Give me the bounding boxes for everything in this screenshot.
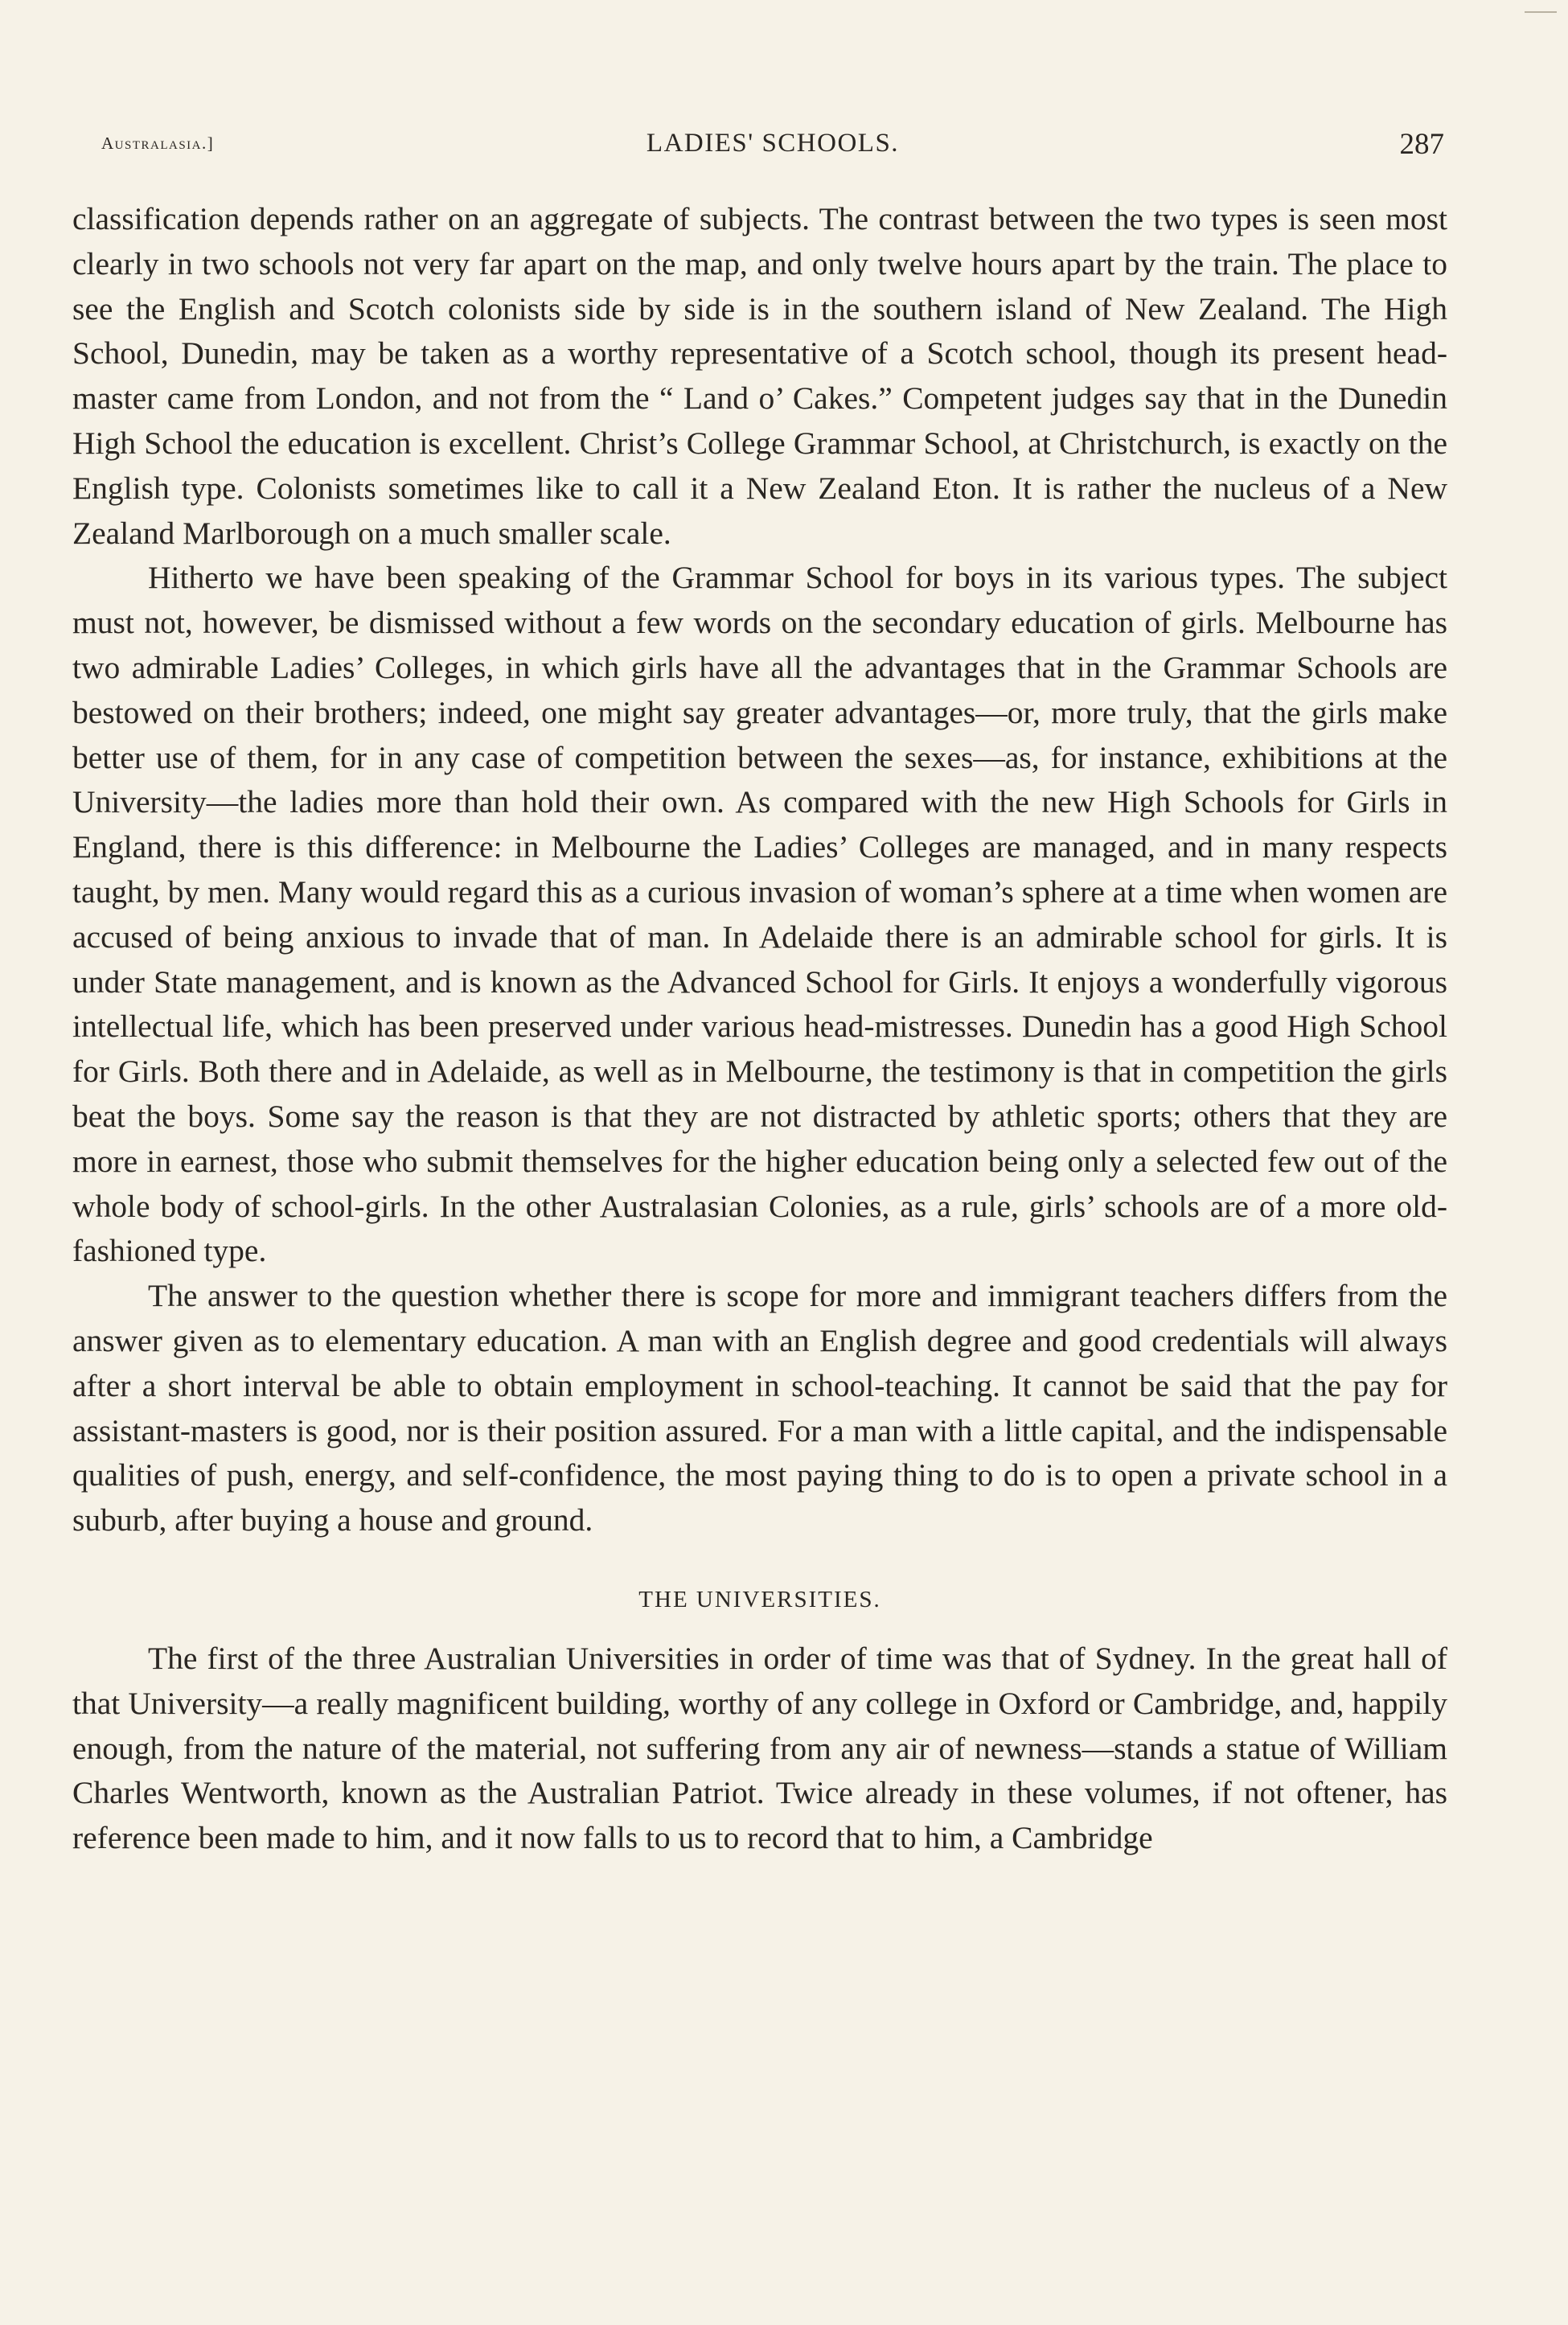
running-head-title: LADIES' SCHOOLS. <box>646 129 900 158</box>
paragraph-girls-education: Hitherto we have been speaking of the Grammar School for boys in its various types. The subject must not, however, be dismissed without a few words on the secondary education of girls. Melbourne has two admirable Ladies’ Colleges, in which girls have all the advantages that in the Grammar Schools are bestowed on their brothers; indeed, one might say greater advantages—or, more truly, that the girls make better use of them, for in any case of competition between the sexes—as, for instance, exhibitions at the University—the ladies more than hold their own. As compared with the new High Schools for Girls in England, there is this difference: in Melbourne the Ladies’ Colleges are managed, and in many respects taught, by men. Many would regard this as a curious invasion of woman’s sphere at a time when women are accused of being anxious to invade that of man. In Adelaide there is an admirable school for girls. It is under State management, and is known as the Advanced School for Girls. It enjoys a wonderfully vigorous intellectual life, which has been preserved under various head-mistresses. Dunedin has a good High School for Girls. Both there and in Adelaide, as well as in Melbourne, the testimony is that in competition the girls beat the boys. Some say the reason is that they are not distracted by athletic sports; others that they are more in earnest, those who submit themselves for the higher education being only a selected few out of the whole body of school-girls. In the other Australasian Colonies, as a rule, girls’ schools are of a more old-fashioned type. <box>72 560 1447 1269</box>
page-number: 287 <box>1399 128 1444 161</box>
paragraph-immigrant-teachers: The answer to the question whether there is scope for more and immigrant teachers differs from the answer given as to elementary education. A man with an English degree and good credentials will always after a short interval be able to obtain employment in school-teaching. It cannot be said that the pay for assistant-masters is good, nor is their position assured. For a man with a little capital, and the indispensable qualities of push, energy, and self-confidence, the most paying thing to do is to open a private school in a suburb, after buying a house and ground. <box>72 1278 1447 1538</box>
running-head-region: Australasia.] <box>101 134 215 153</box>
scan-mark <box>1525 11 1557 13</box>
running-head <box>101 127 1444 167</box>
section-heading: THE UNIVERSITIES. <box>638 1586 881 1612</box>
paragraph-continuation: classification depends rather on an aggregate of subjects. The contrast between the two types is seen most clearly in two schools not very far apart on the map, and only twelve hours apart by the train. The place to see the English and Scotch colonists side by side is in the southern island of New Zealand. The High School, Dunedin, may be taken as a worthy representative of a Scotch school, though its present head-master came from London, and not from the “ Land o’ Cakes.” Competent judges say that in the Dunedin High School the education is excellent. Christ’s College Grammar School, at Christchurch, is exactly on the English type. Colonists sometimes like to call it a New Zealand Eton. It is rather the nucleus of a New Zealand Marlborough on a much smaller scale. <box>72 201 1447 551</box>
paragraph-universities: The first of the three Australian Universities in order of time was that of Sydney. In the great hall of that University—a really magnificent building, worthy of any college in Oxford or Cambridge, and, happily enough, from the nature of the material, not suffering from any air of newness—stands a statue of William Charles Wentworth, known as the Australian Patriot. Twice already in these volumes, if not oftener, has reference been made to him, and it now falls to us to record that to him, a Cambridge <box>72 1640 1447 1856</box>
body-text <box>72 197 1447 1861</box>
